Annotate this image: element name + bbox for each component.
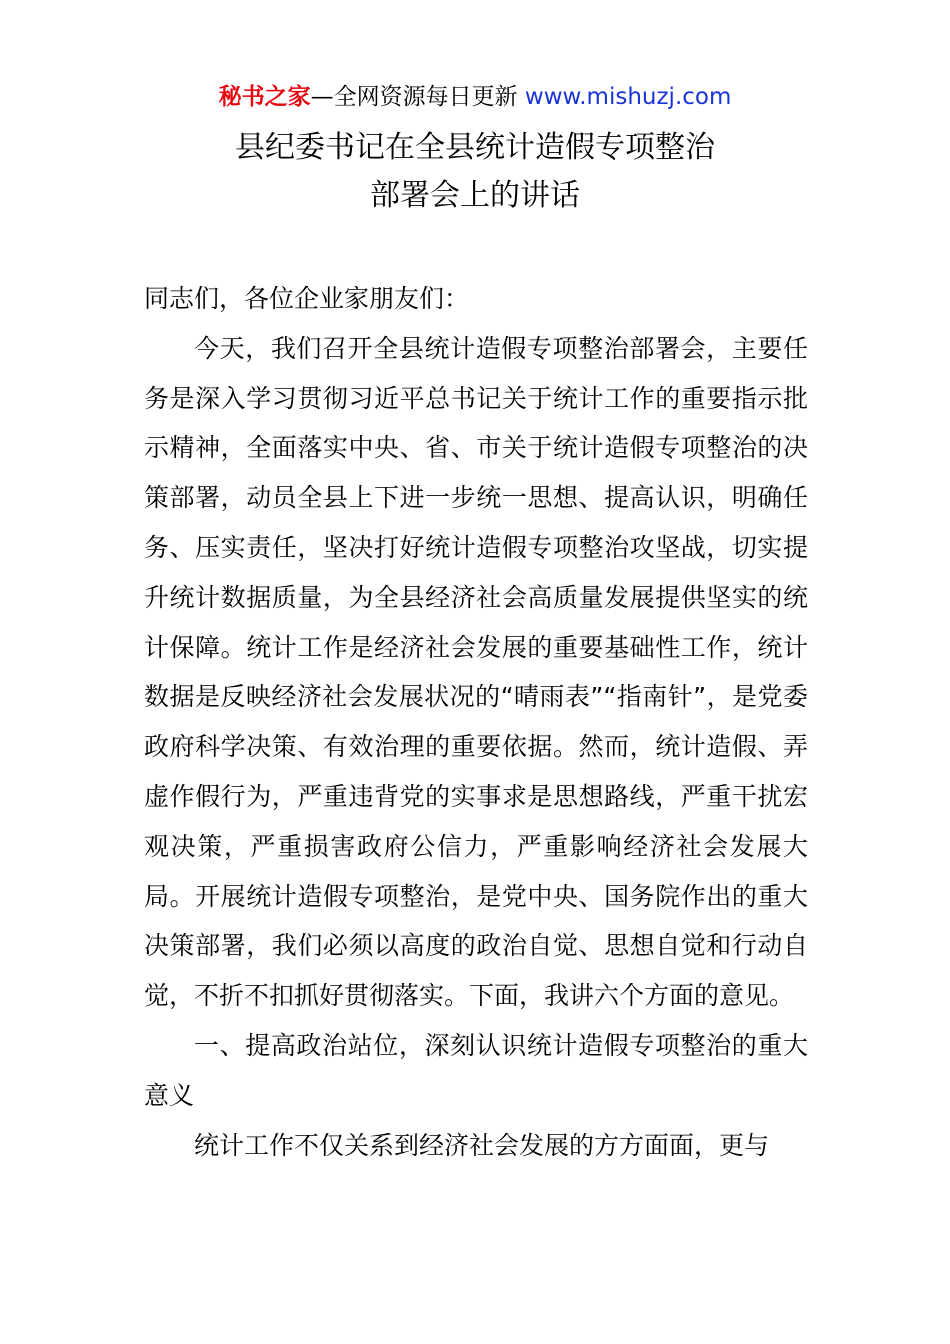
site-url-link[interactable]: www.mishuzj.com: [524, 84, 732, 110]
body-paragraph-section-1: 统计工作不仅关系到经济社会发展的方方面面，更与: [194, 1130, 770, 1160]
site-slogan: —全网资源每日更新: [310, 84, 525, 110]
salutation: 同志们，各位企业家朋友们：: [144, 284, 470, 313]
document-body: [144, 274, 808, 1170]
section-heading-1: 一、提高政治站位，深刻认识统计造假专项整治的重大意义: [144, 1030, 808, 1110]
document-title-line-1: 县纪委书记在全县统计造假专项整治: [235, 130, 715, 165]
document-title-line-2: 部署会上的讲话: [370, 178, 580, 213]
site-name: 秘书之家: [218, 84, 311, 110]
body-paragraph-intro: 今天，我们召开全县统计造假专项整治部署会，主要任务是深入学习贯彻习近平总书记关于统计工作的重要指示批示精神，全面落实中央、省、市关于统计造假专项整治的决策部署，动员全县上下进一步统一思想、提高认识，明确任务、压实责任，坚决打好统计造假专项整治攻坚战，切实提升统计数据质量，为全县经济社会高质量发展提供坚实的统计保障。统计工作是经济社会发展的重要基础性工作，统计数据是反映经济社会发展状况的“晴雨表”“指南针”，是党委政府科学决策、有效治理的重要依据。然而，统计造假、弄虚作假行为，严重违背党的实事求是思想路线，严重干扰宏观决策，严重损害政府公信力，严重影响经济社会发展大局。开展统计造假专项整治，是党中央、国务院作出的重大决策部署，我们必须以高度的政治自觉、思想自觉和行动自觉，不折不扣抓好贯彻落实。下面，我讲六个方面的意见。: [144, 333, 808, 1011]
site-header: [0, 82, 950, 112]
